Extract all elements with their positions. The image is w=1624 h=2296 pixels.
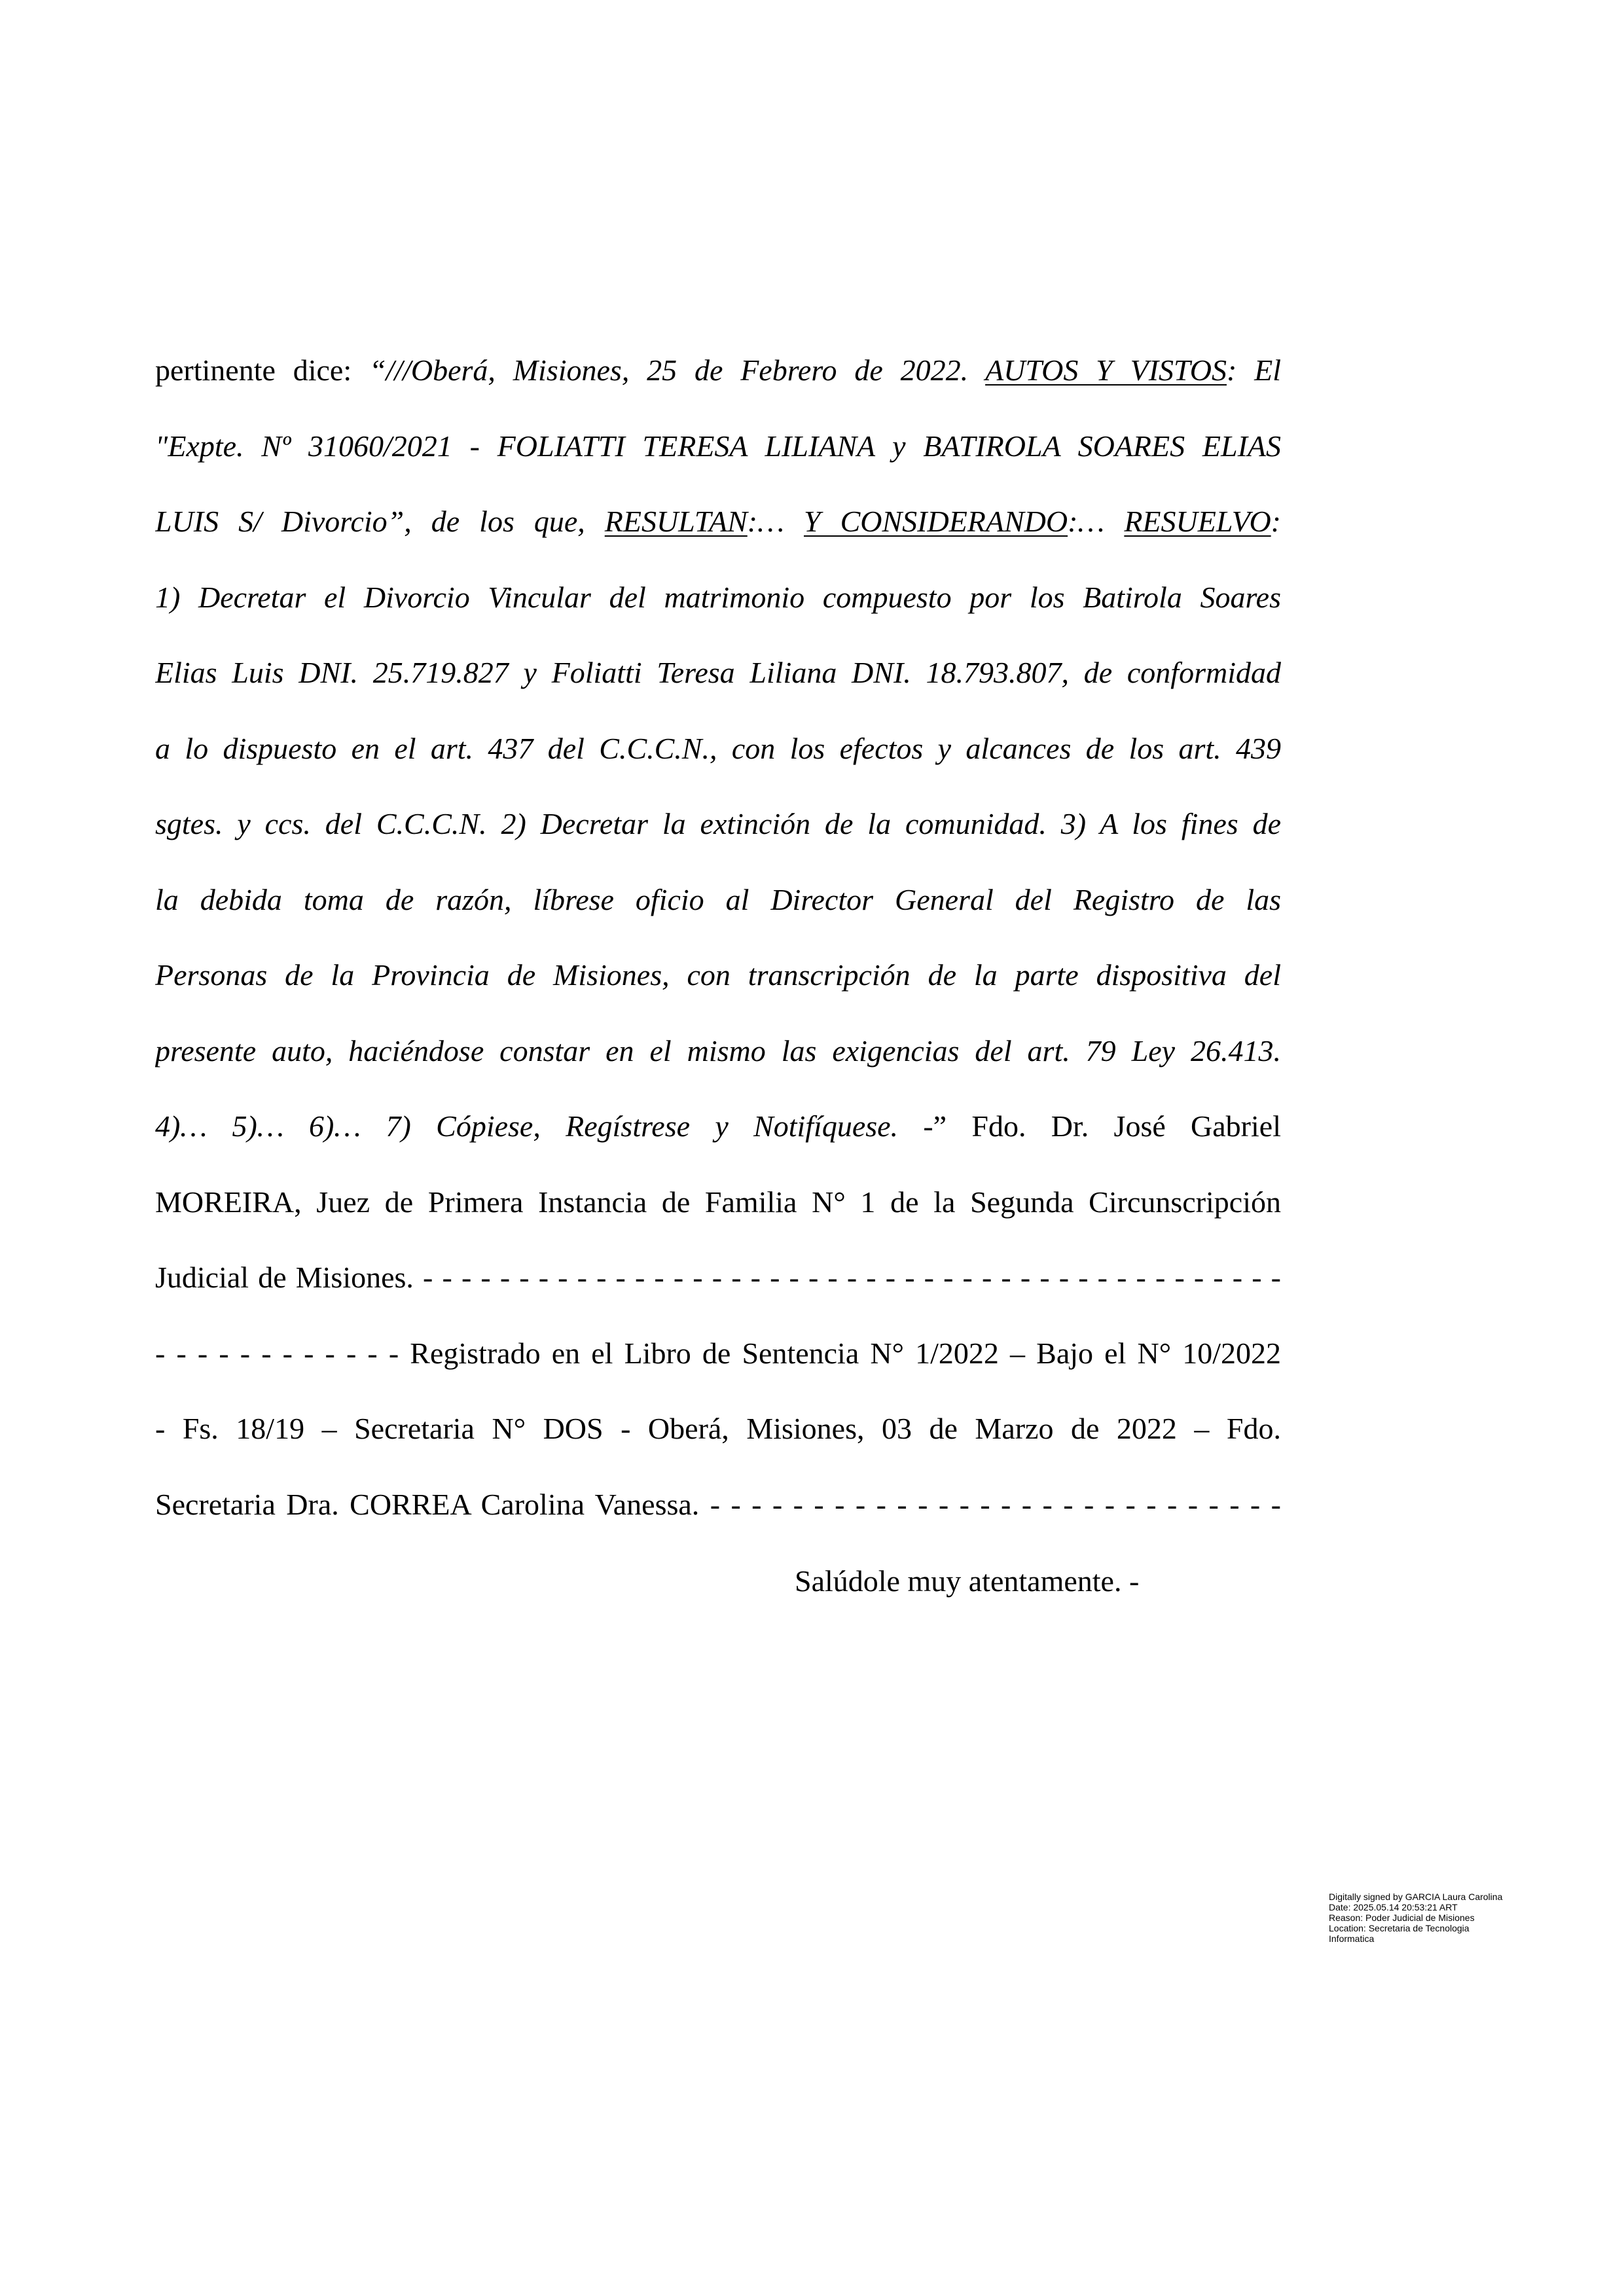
text-line — [155, 492, 1281, 567]
text-segment: presente auto, haciéndose constar en el mismo las exigencias del art. 79 Ley 26.413. — [155, 1033, 1281, 1067]
text-line — [155, 870, 1281, 946]
signature-reason: Reason: Poder Judicial de Misiones — [1329, 1912, 1475, 1923]
text-segment: pertinente dice: — [155, 353, 369, 387]
text-segment: Judicial de Misiones. - - - - - - - - - - - - - - - - - - - - - - - - - - - - - - - - - - - - - - - - - - - - - — [155, 1261, 1281, 1294]
text-segment: MOREIRA, Juez de Primera Instancia de Familia N° 1 de la Segunda Circunscripción — [155, 1185, 1281, 1219]
text-segment: “///Oberá, Misiones, 25 de Febrero de 2022. — [369, 353, 986, 387]
text-segment: LUIS S/ Divorcio”, de los que, — [155, 505, 605, 538]
signature-location: Location: Secretaria de Tecnologia — [1329, 1923, 1470, 1933]
text-segment: "Expte. Nº 31060/2021 - FOLIATTI TERESA LILIANA y BATIROLA SOARES ELIAS — [155, 429, 1281, 463]
text-segment: la debida toma de razón, líbrese oficio al Director General del Registro de las — [155, 882, 1281, 916]
closing-salutation: Salúdole muy atentamente. - — [795, 1564, 1140, 1598]
text-line — [155, 794, 1281, 870]
text-line — [155, 416, 1281, 492]
text-line — [155, 567, 1281, 643]
text-segment: Secretaria Dra. CORREA Carolina Vanessa. - - - - - - - - - - - - - - - - - - - - - - - - - - - - — [155, 1487, 1281, 1521]
text-segment: RESULTAN — [604, 505, 748, 538]
text-segment: -” Fdo. Dr. José Gabriel — [898, 1109, 1281, 1143]
text-segment: AUTOS Y VISTOS — [985, 353, 1227, 387]
text-segment: : — [1271, 505, 1281, 538]
text-segment: a lo dispuesto en el art. 437 del C.C.C.N., con los efectos y alcances de los art. 439 — [155, 731, 1281, 765]
text-line — [155, 1399, 1281, 1475]
text-segment: Personas de la Provincia de Misiones, con transcripción de la parte dispositiva del — [155, 958, 1281, 992]
text-line — [155, 1323, 1281, 1399]
text-line — [155, 643, 1281, 719]
text-line — [155, 1475, 1281, 1551]
document-body — [155, 340, 1281, 1550]
text-line — [155, 1172, 1281, 1248]
digital-signature-block — [1329, 1892, 1502, 1944]
text-segment: 4)… 5)… 6)… 7) Cópiese, Regístrese y Notifíquese. — [155, 1109, 899, 1143]
text-segment: - Fs. 18/19 – Secretaria N° DOS - Oberá, Misiones, 03 de Marzo de 2022 – Fdo. — [155, 1412, 1281, 1445]
text-segment: Elias Luis DNI. 25.719.827 y Foliatti Teresa Liliana DNI. 18.793.807, de conformidad — [155, 656, 1281, 689]
signature-date: Date: 2025.05.14 20:53:21 ART — [1329, 1902, 1458, 1912]
text-line — [155, 1021, 1281, 1097]
text-segment: 1) Decretar el Divorcio Vincular del matrimonio compuesto por los Batirola Soares — [155, 580, 1281, 614]
text-segment: RESUELVO — [1124, 505, 1271, 538]
text-segment: Y CONSIDERANDO — [804, 505, 1068, 538]
text-line — [155, 340, 1281, 416]
text-segment: : El — [1226, 353, 1281, 387]
text-segment: :… — [747, 505, 804, 538]
text-segment: :… — [1068, 505, 1125, 538]
signature-signed-by: Digitally signed by GARCIA Laura Carolina — [1329, 1892, 1503, 1902]
text-line — [155, 1247, 1281, 1323]
text-segment: - - - - - - - - - - - - Registrado en el Libro de Sentencia N° 1/2022 – Bajo el N° 10/2022 — [155, 1336, 1281, 1370]
signature-location-cont: Informatica — [1329, 1933, 1375, 1944]
text-line — [155, 719, 1281, 795]
text-line — [155, 945, 1281, 1021]
text-line — [155, 1096, 1281, 1172]
text-segment: sgtes. y ccs. del C.C.C.N. 2) Decretar la extinción de la comunidad. 3) A los fines de — [155, 807, 1281, 840]
